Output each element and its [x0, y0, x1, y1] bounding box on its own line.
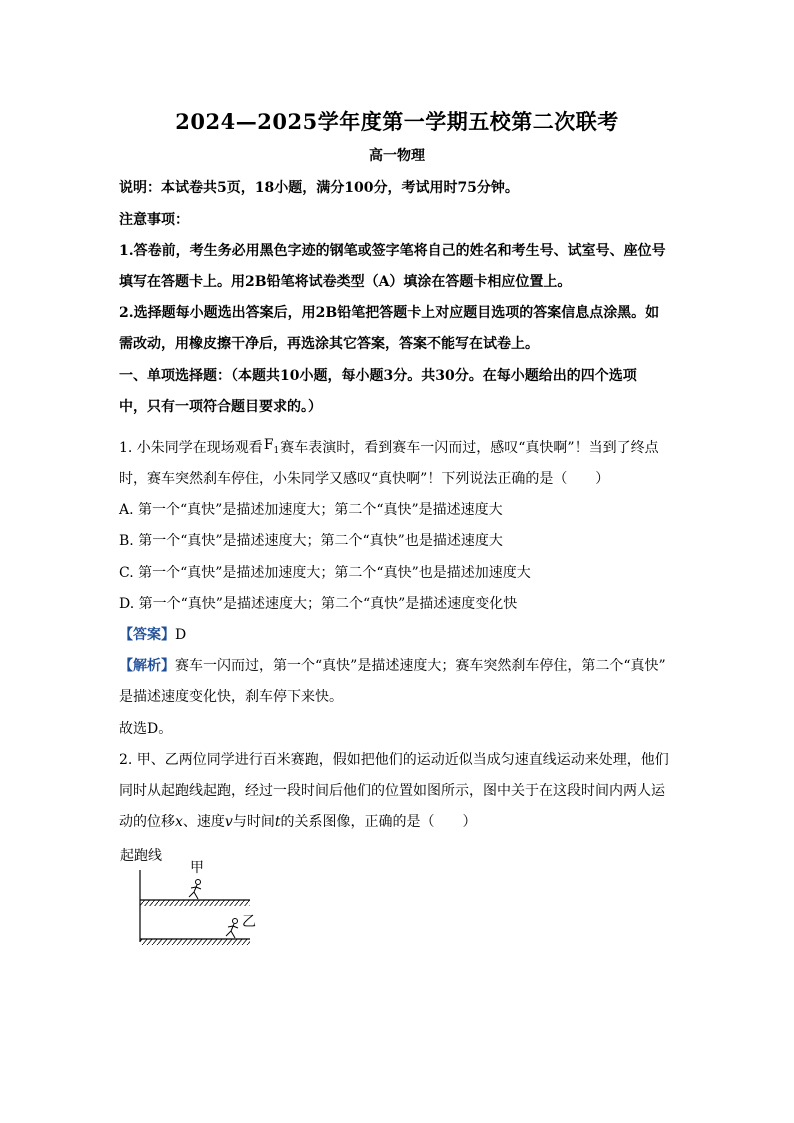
question-2-stem-line-1: 2. 甲、乙两位同学进行百米赛跑，假如把他们的运动近似当成匀速直线运动来处理，他们: [119, 752, 669, 768]
exam-subject: 高一物理: [369, 148, 425, 164]
question-1-stem-start: 1. 小朱同学在现场观看: [119, 440, 263, 456]
runner-b-label: 乙: [242, 914, 256, 930]
exam-note: 说明：本试卷共5页，18小题，满分100分，考试用时75分钟。: [119, 180, 519, 196]
start-line-label: 起跑线: [120, 848, 162, 864]
formula-f1: [263, 437, 280, 456]
analysis-text: 赛车一闪而过，第一个“真快”是描述速度大；赛车突然刹车停住，第二个“真快”: [175, 658, 666, 674]
question-1-stem-end: 赛车表演时，看到赛车一闪而过，感叹“真快啊”！当到了终点: [280, 440, 659, 456]
stem-part-d: 的关系图像，正确的是（ ）: [280, 814, 477, 830]
race-track-diagram: [118, 842, 278, 952]
attention-heading: 注意事项：: [119, 212, 189, 228]
question-1-stem-line-2: 时，赛车突然刹车停住，小朱同学又感叹“真快啊”！下列说法正确的是（ ）: [119, 471, 610, 487]
answer-tag: 【答案】: [119, 627, 175, 643]
formula-f1-letter: F: [263, 437, 274, 453]
question-1-conclusion: 故选D。: [119, 721, 173, 737]
stem-part-a: 动的位移: [119, 814, 175, 830]
question-1-answer: [119, 624, 679, 644]
runner-a-label: 甲: [190, 860, 204, 876]
question-1-option-b: B. 第一个“真快”是描述速度大；第二个“真快”也是描述速度大: [119, 533, 503, 549]
instruction-1-line-1: 1.答卷前，考生务必用黑色字迹的钢笔或签字笔将自己的姓名和考生号、试室号、座位号: [119, 243, 666, 259]
instruction-2-line-1: 2.选择题每小题选出答案后，用2B铅笔把答题卡上对应题目选项的答案信息点涂黑。如: [119, 305, 660, 321]
runner-a-icon: [189, 880, 201, 900]
runner-b-icon: [226, 919, 238, 939]
stem-part-c: 与时间: [232, 814, 275, 830]
section-1-heading-line-2: 中，只有一项符合题目要求的。）: [119, 399, 322, 415]
question-1-analysis-line-2: 是描述速度变化快，刹车停下来快。: [119, 689, 343, 705]
question-2-stem-line-3: [119, 811, 679, 831]
instruction-2-line-2: 需改动，用橡皮擦干净后，再选涂其它答案，答案不能写在试卷上。: [119, 336, 539, 352]
question-1-analysis-line-1: [119, 655, 679, 675]
lane-b-hatching: [140, 939, 250, 945]
question-1-option-c: C. 第一个“真快”是描述加速度大；第二个“真快”也是描述加速度大: [119, 565, 531, 581]
variable-v: v: [224, 814, 233, 830]
question-2-stem-line-2: 同时从起跑线起跑，经过一段时间后他们的位置如图所示，图中关于在这段时间内两人运: [119, 783, 665, 799]
analysis-tag: 【解析】: [119, 658, 175, 674]
question-1-option-d: D. 第一个“真快”是描述速度大；第二个“真快”是描述速度变化快: [119, 596, 518, 612]
section-1-heading-line-1: 一、单项选择题：（本题共10小题，每小题3分。共30分。在每小题给出的四个选项: [119, 368, 637, 384]
answer-value: D: [175, 627, 187, 643]
question-1-option-a: A. 第一个“真快”是描述加速度大；第二个“真快”是描述速度大: [119, 502, 503, 518]
question-1-stem-line-1: [119, 437, 679, 457]
stem-part-b: 、速度: [182, 814, 225, 830]
variable-t: t: [274, 814, 281, 830]
race-track-figure: [118, 842, 278, 952]
lane-a-hatching: [140, 900, 250, 906]
variable-x: x: [175, 814, 183, 830]
instruction-1-line-2: 填写在答题卡上。用2B铅笔将试卷类型（A）填涂在答题卡相应位置上。: [119, 274, 572, 290]
formula-f1-subscript: 1: [273, 445, 280, 456]
exam-title: 2024—2025学年度第一学期五校第二次联考: [175, 109, 619, 134]
